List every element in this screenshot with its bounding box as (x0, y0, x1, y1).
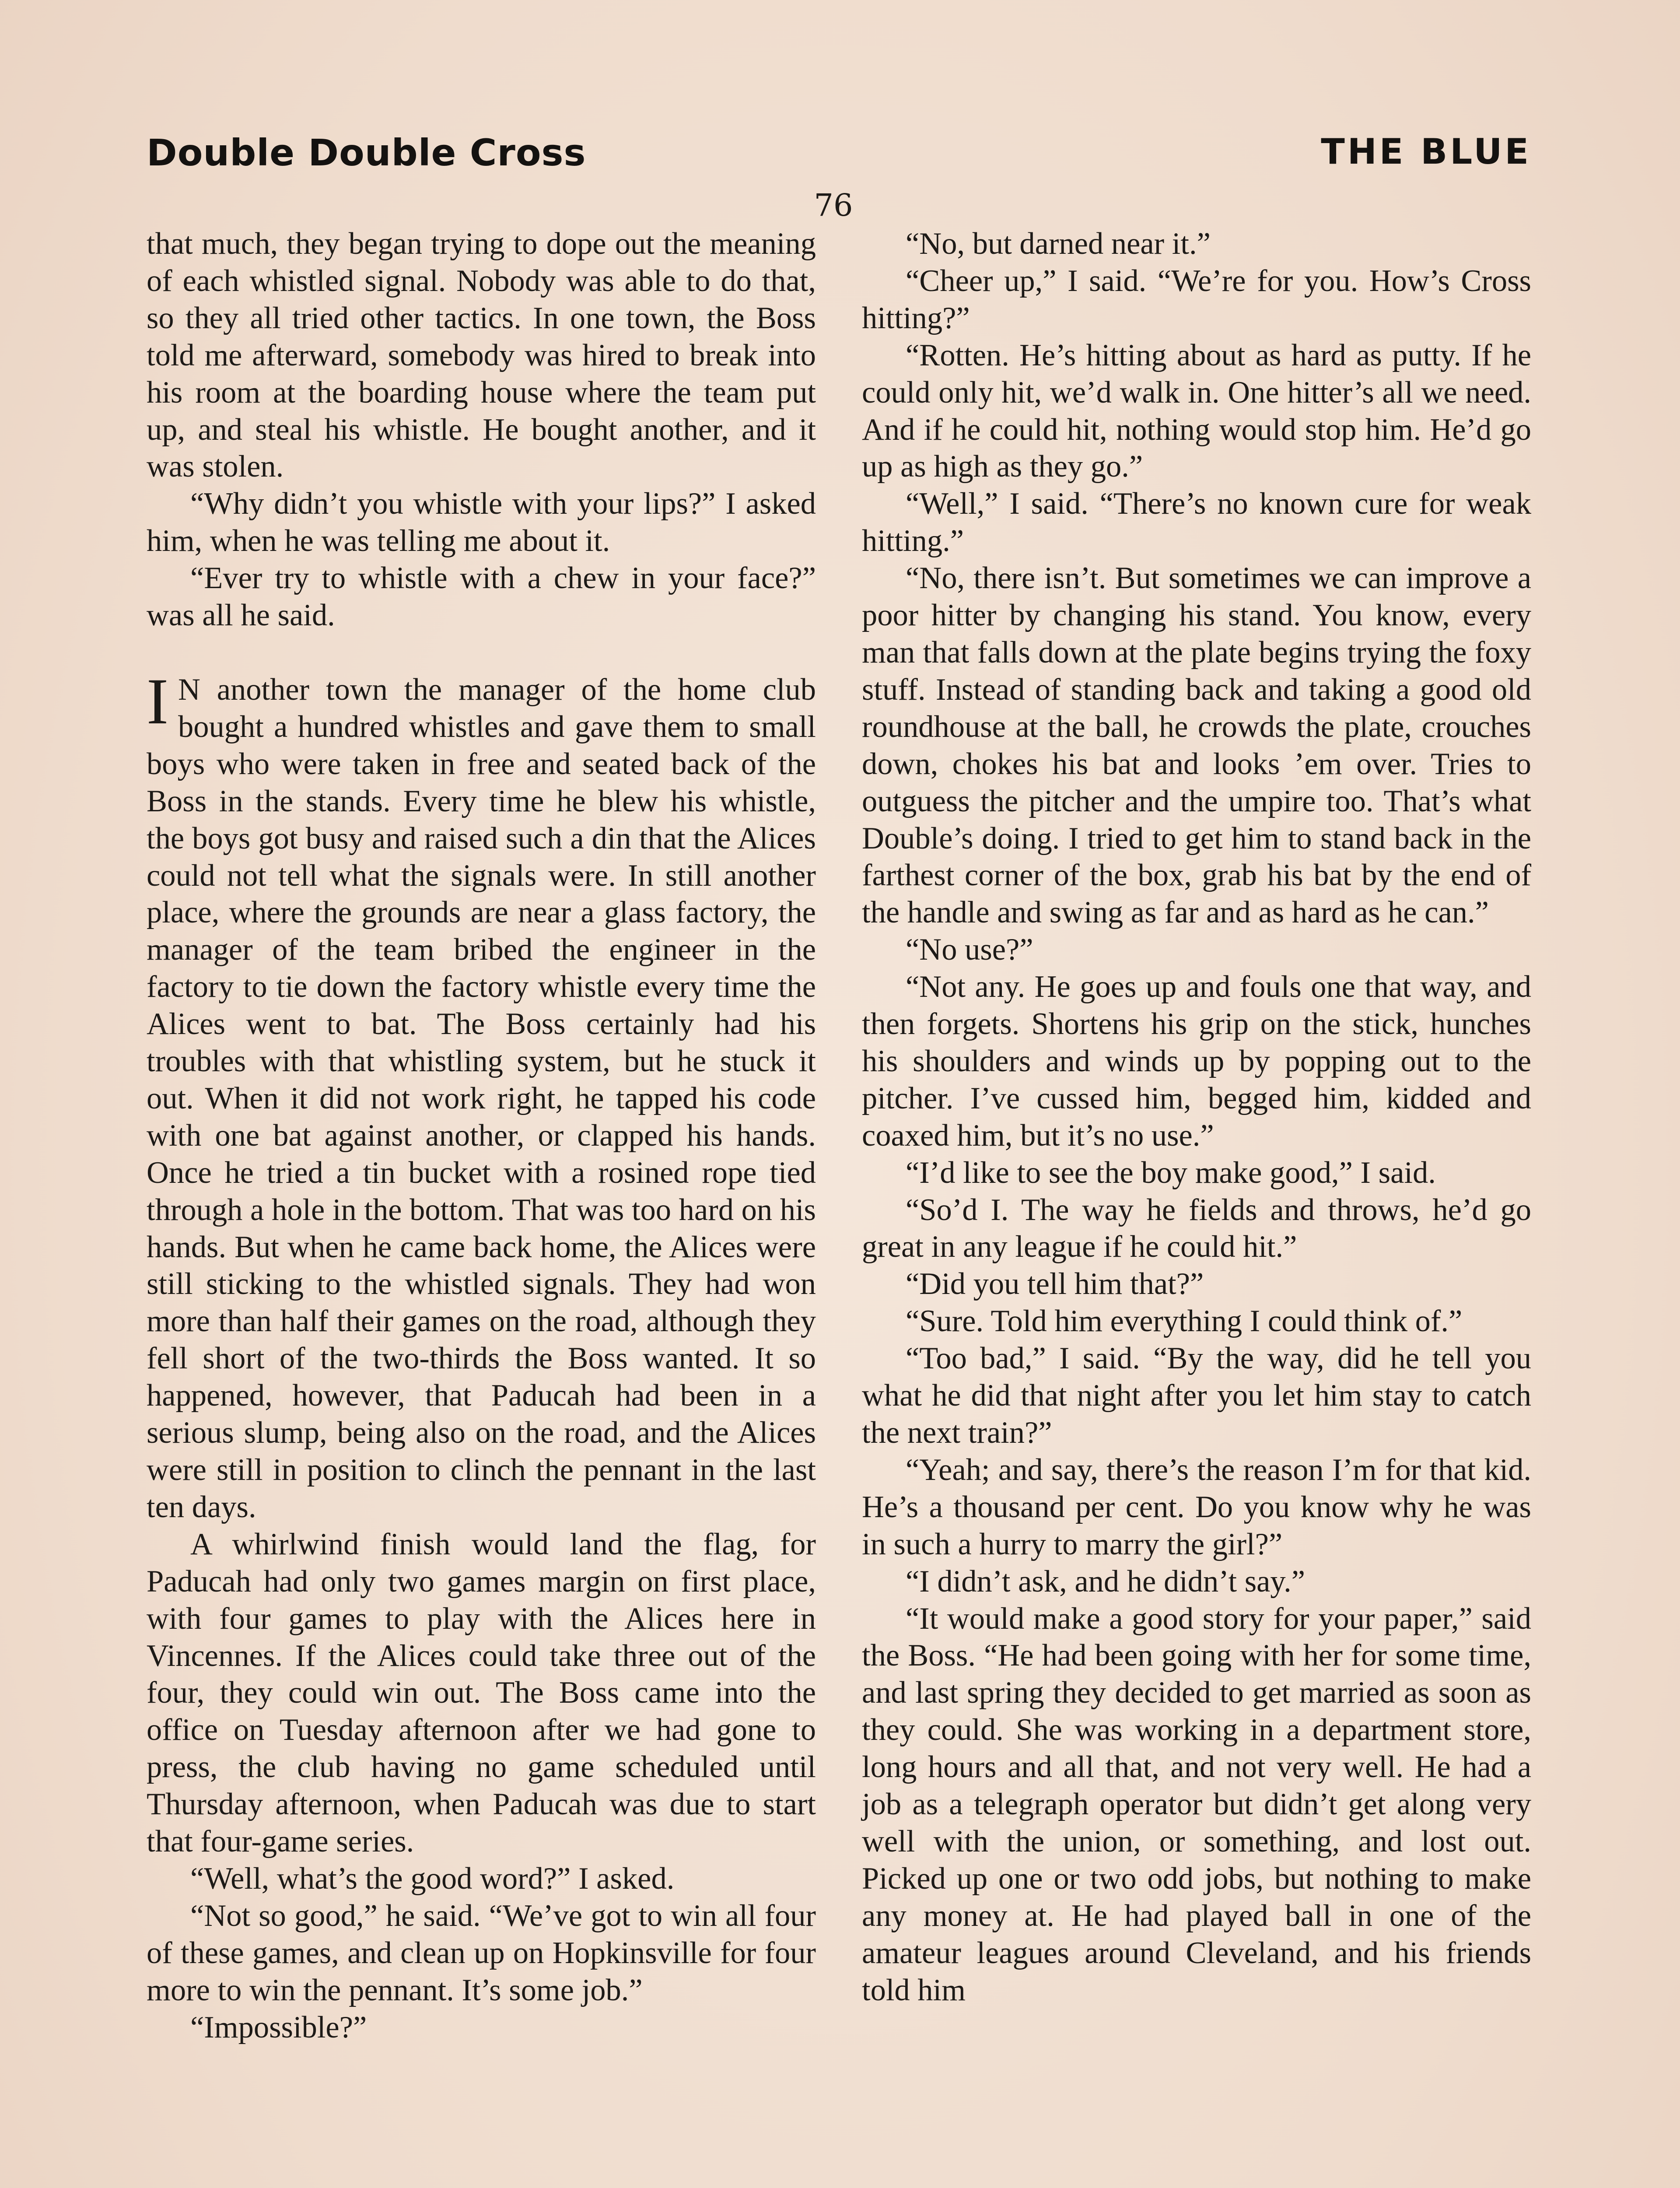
paragraph: “I didn’t ask, and he didn’t say.” (906, 1564, 1306, 1599)
paragraph: “Well, what’s the good word?” I asked. (190, 1861, 675, 1896)
paragraph: “No, there isn’t. But sometimes we can improve a poor hitter by changing his stand. You know, every man that falls down at the plate begins trying the foxy stuff. Instead of standing back and taking a good old roundhouse at the ball, he crowds the plate, crouches down, chokes his bat and looks ’em over. Tries to outguess the pitcher and the umpire too. That’s what Double’s doing. I tried to get him to stand back in the farthest corner of the box, grab his bat by the end of the handle and swing as far and as hard as he can.” (862, 561, 1531, 930)
story-title: Double Double Cross (147, 131, 586, 174)
paragraph: “Did you tell him that?” (906, 1267, 1204, 1301)
paragraph: “So’d I. The way he fields and throws, he’d go great in any league if he could hit.” (862, 1192, 1531, 1264)
paragraph: “Not any. He goes up and fouls one that way, and then forgets. Shortens his grip on the stick, hunches his shoulders and winds up by popping out to the pitcher. I’ve cussed him, begged him, kidded and coaxed him, but it’s no use.” (862, 970, 1531, 1153)
section-opening-paragraph (147, 665, 816, 1526)
paragraph: “Cheer up,” I said. “We’re for you. How’s Cross hitting?” (862, 263, 1531, 335)
paragraph: A whirlwind finish would land the flag, for Paducah had only two games margin on first place, with four games to play with the Alices here in Vincennes. If the Alices could take three out of the four, they could win out. The Boss came into the office on Tuesday afternoon after we had gone to press, the club having no game scheduled until Thursday afternoon, when Paducah was due to start that four-game series. (147, 1527, 816, 1859)
paragraph: “Sure. Told him everything I could think of.” (906, 1304, 1463, 1339)
magazine-title: THE BLUE (1321, 131, 1531, 172)
drop-cap: I (147, 665, 168, 738)
right-text-column (862, 225, 1531, 2009)
paragraph: that much, they began trying to dope out the meaning of each whistled signal. Nobody was able to do that, so they all tried other tactics. In one town, the Boss told me afterward, somebody was hired to break into his room at the boarding house where the team put up, and steal his whistle. He bought another, and it was stolen. (147, 227, 816, 484)
paragraph: “Too bad,” I said. “By the way, did he tell you what he did that night after you let him stay to catch the next train?” (862, 1341, 1531, 1450)
paragraph: “Ever try to whistle with a chew in your face?” was all he said. (147, 561, 816, 633)
paragraph: “Why didn’t you whistle with your lips?” I asked him, when he was telling me about it. (147, 487, 816, 558)
running-head (147, 131, 1531, 179)
paragraph: “Well,” I said. “There’s no known cure for weak hitting.” (862, 487, 1531, 558)
paragraph-text: N another town the manager of the home club bought a hundred whistles and gave them to small boys who were taken in free and seated back of the Boss in the stands. Every time he blew his whistle, the boys got busy and raised such a din that the Alices could not tell what the signals were. In still another place, where the grounds are near a glass factory, the manager of the team bribed the engineer in the factory to tie down the factory whistle every time the Alices went to bat. The Boss certainly had his troubles with that whistling system, but he stuck it out. When it did not work right, he tapped his code with one bat against another, or clapped his hands. Once he tried a tin bucket with a rosined rope tied through a hole in the bottom. That was too hard on his hands. But when he came back home, the Alices were still sticking to the whistled signals. They had won more than half their games on the road, although they fell short of the two-thirds the Boss wanted. It so happened, however, that Paducah had been in a serious slump, being also on the road, and the Alices were still in position to clinch the pennant in the last ten days. (147, 672, 816, 1524)
paragraph: “I’d like to see the boy make good,” I said. (906, 1155, 1436, 1190)
paragraph: “Not so good,” he said. “We’ve got to win all four of these games, and clean up on Hopkinsville for four more to win the pennant. It’s some job.” (147, 1898, 816, 2007)
paragraph: “Impossible?” (190, 2010, 367, 2044)
left-text-column (147, 225, 816, 2046)
paragraph: “Yeah; and say, there’s the reason I’m for that kid. He’s a thousand per cent. Do you know why he was in such a hurry to marry the girl?” (862, 1452, 1531, 1561)
page-number: 76 (814, 187, 853, 223)
paragraph: “No use?” (906, 933, 1033, 967)
paragraph: “No, but darned near it.” (906, 227, 1211, 261)
paragraph: “It would make a good story for your paper,” said the Boss. “He had been going with her for some time, and last spring they decided to get married as soon as they could. She was working in a department store, long hours and all that, and not very well. He had a job as a telegraph operator but didn’t get along very well with the union, or something, and lost out. Picked up one or two odd jobs, but nothing to make any money at. He had played ball in one of the amateur leagues around Cleveland, and his friends told him (862, 1601, 1531, 2007)
paragraph: “Rotten. He’s hitting about as hard as putty. If he could only hit, we’d walk in. One hitter’s all we need. And if he could hit, nothing would stop him. He’d go up as high as they go.” (862, 338, 1531, 484)
